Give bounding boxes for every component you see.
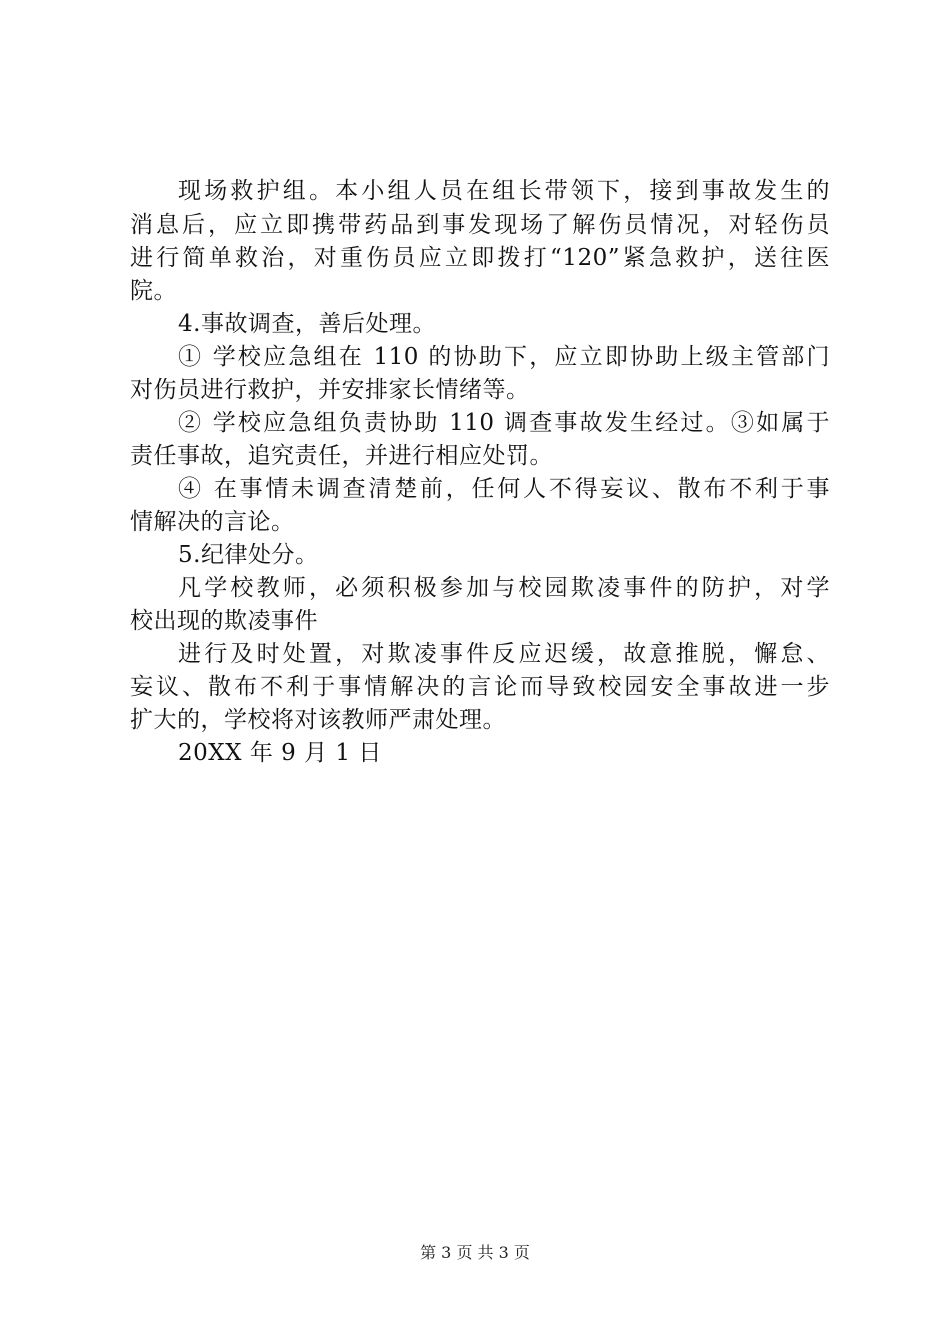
paragraph-line: 扩大的，学校将对该教师严肃处理。 bbox=[130, 707, 506, 733]
paragraph-line: 消息后，应立即携带药品到事发现场了解伤员情况，对轻伤员 bbox=[130, 212, 830, 238]
paragraph-line: 进行简单救治，对重伤员应立即拨打“120”紧急救护，送往医 bbox=[130, 245, 830, 271]
paragraph-line: 校出现的欺凌事件 bbox=[130, 608, 318, 634]
paragraph-line: 院。 bbox=[130, 278, 177, 304]
paragraph-line: 现场救护组。本小组人员在组长带领下，接到事故发生的 bbox=[178, 178, 830, 204]
paragraph-line: 情解决的言论。 bbox=[130, 509, 295, 535]
paragraph-line: ① 学校应急组在 110 的协助下，应立即协助上级主管部门 bbox=[178, 344, 830, 370]
paragraph-line: 妄议、散布不利于事情解决的言论而导致校园安全事故进一步 bbox=[130, 674, 830, 700]
paragraph-line: 凡学校教师，必须积极参加与校园欺凌事件的防护，对学 bbox=[178, 575, 830, 601]
paragraph-line: 责任事故，追究责任，并进行相应处罚。 bbox=[130, 443, 553, 469]
page-footer: 第 3 页 共 3 页 bbox=[420, 1243, 530, 1262]
paragraph-line: ② 学校应急组负责协助 110 调查事故发生经过。③如属于 bbox=[178, 410, 830, 436]
paragraph-line: 对伤员进行救护，并安排家长情绪等。 bbox=[130, 377, 530, 403]
section-heading: 4.事故调查，善后处理。 bbox=[178, 311, 436, 337]
document-date: 20XX 年 9 月 1 日 bbox=[178, 740, 382, 766]
paragraph-line: 进行及时处置，对欺凌事件反应迟缓，故意推脱，懈怠、 bbox=[178, 641, 830, 667]
section-heading: 5.纪律处分。 bbox=[178, 542, 319, 568]
paragraph-line: ④ 在事情未调查清楚前，任何人不得妄议、散布不利于事 bbox=[178, 476, 830, 502]
